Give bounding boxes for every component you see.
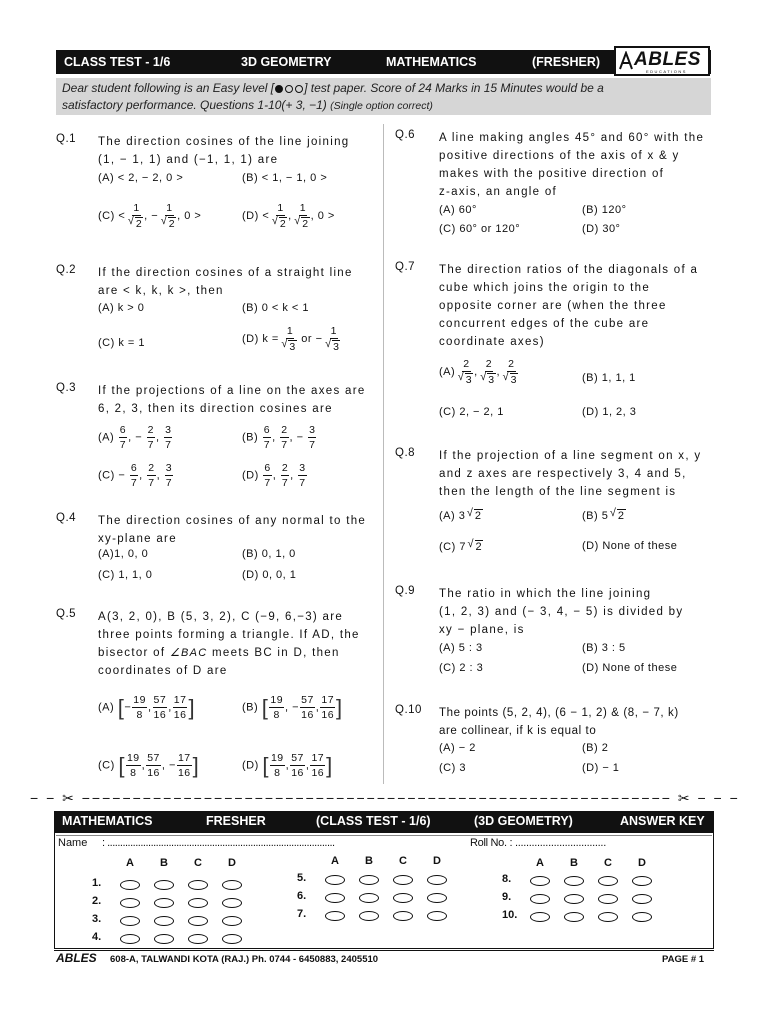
answer-column-c: C [194, 857, 202, 869]
q8-option-c: (C) 7 √ 2 [439, 540, 483, 553]
answer-bubble[interactable] [564, 894, 584, 904]
footer-rule [54, 950, 714, 951]
answer-bubble[interactable] [188, 898, 208, 908]
answer-bubble[interactable] [359, 875, 379, 885]
q6-option-c: (C) 60° or 120° [439, 223, 521, 235]
empty-circle-icon [295, 85, 303, 93]
answer-bubble[interactable] [427, 875, 447, 885]
level-label: (FRESHER) [532, 55, 601, 69]
q9-option-d: (D) None of these [582, 662, 678, 674]
answer-column-d: D [433, 855, 441, 867]
empty-circle-icon [285, 85, 293, 93]
q7-option-b: (B) 1, 1, 1 [582, 372, 636, 384]
answer-bubble[interactable] [632, 876, 652, 886]
answer-column-a: A [331, 855, 339, 867]
q5-option-b: (B) [ $\frac{19}{8}$ , − $\frac{57}{16}$ , $\frac{17}{16}$ ] [242, 694, 343, 721]
filled-circle-icon [275, 85, 283, 93]
answer-bubble[interactable] [325, 893, 345, 903]
answer-key-header: MATHEMATICS FRESHER (CLASS TEST - 1/6) (3D GEOMETRY) ANSWER KEY [54, 811, 714, 833]
q10-option-b: (B) 2 [582, 742, 609, 754]
cut-line-scissors-icon: − − ✂ −−−−−−−−−−−−−−−−−−−−−−−−−−−−−−−−−−−−−−−−−−−−−−−−−−−−−−−−−− ✂ − − − [30, 790, 740, 806]
answer-bubble[interactable] [393, 911, 413, 921]
answer-bubble[interactable] [359, 893, 379, 903]
name-field[interactable]: : ......................................................................................... [102, 837, 335, 849]
q6-option-b: (B) 120° [582, 204, 627, 216]
class-test-label: CLASS TEST - 1/6 [64, 55, 171, 69]
answer-bubble[interactable] [120, 898, 140, 908]
answer-row-number: 4. [92, 931, 102, 943]
q6-option-a: (A) 60° [439, 204, 477, 216]
q1-option-d: (D) < 1 √ 2 , 1 √ 2 , 0 > [242, 202, 335, 230]
answer-bubble[interactable] [359, 911, 379, 921]
q2-option-c: (C) k = 1 [98, 337, 145, 349]
roll-no-field[interactable]: Roll No. : ................................. [470, 837, 606, 849]
answer-bubble[interactable] [598, 876, 618, 886]
answer-bubble[interactable] [325, 911, 345, 921]
answer-column-b: B [160, 857, 168, 869]
q6-text: A line making angles 45° and 60° with the positive directions of the axis of x & y makes with the positive direction of z-axis, an angle of [439, 132, 705, 198]
q4-text: The direction cosines of any normal to the xy-plane are [98, 515, 367, 545]
answer-bubble[interactable] [154, 898, 174, 908]
answer-bubble[interactable] [530, 912, 550, 922]
answer-row-number: 3. [92, 913, 102, 925]
answer-column-a: A [536, 857, 544, 869]
answer-bubble[interactable] [154, 934, 174, 944]
q8-option-b: (B) 5 √ 2 [582, 509, 626, 522]
answer-column-b: B [570, 857, 578, 869]
q5-option-c: (C) [ $\frac{19}{8}$ , $\frac{57}{16}$ , − $\frac{17}{16}$ ] [98, 752, 200, 779]
answer-row-number: 7. [297, 908, 307, 920]
answer-column-c: C [604, 857, 612, 869]
answer-bubble[interactable] [530, 876, 550, 886]
footer-address: 608-A, TALWANDI KOTA (RAJ.) Ph. 0744 - 6450883, 2405510 [110, 954, 379, 965]
q4-option-a: (A)1, 0, 0 [98, 548, 149, 560]
q10-option-d: (D) − 1 [582, 762, 620, 774]
answer-column-b: B [365, 855, 373, 867]
answer-key-divider [56, 835, 712, 836]
answer-column-d: D [228, 857, 236, 869]
answer-row-number: 1. [92, 877, 102, 889]
answer-bubble[interactable] [188, 880, 208, 890]
q2-option-a: (A) k > 0 [98, 302, 145, 314]
answer-bubble[interactable] [222, 934, 242, 944]
q10-text: The points (5, 2, 4), (6 − 1, 2) & (8, − 7, k) are collinear, if k is equal to [439, 707, 679, 737]
answer-bubble[interactable] [393, 875, 413, 885]
page-number: PAGE # 1 [662, 954, 705, 965]
answer-column-d: D [638, 857, 646, 869]
answer-row-number: 2. [92, 895, 102, 907]
q3-option-d: (D) $\frac{6}{7}$ , $\frac{2}{7}$ , $\frac{3}{7}$ [242, 462, 306, 489]
answer-bubble[interactable] [154, 916, 174, 926]
q7-option-a: (A) 2 √ 3 , 2 √ 3 , 2 √ 3 [439, 358, 519, 386]
q9-option-c: (C) 2 : 3 [439, 662, 484, 674]
q2-option-b: (B) 0 < k < 1 [242, 302, 310, 314]
q2-text: If the direction cosines of a straight line are < k, k, k >, then [98, 267, 353, 297]
answer-bubble[interactable] [598, 912, 618, 922]
answer-column-c: C [399, 855, 407, 867]
name-label: Name [58, 837, 88, 849]
q8-option-d: (D) None of these [582, 540, 678, 552]
q4-option-d: (D) 0, 0, 1 [242, 569, 297, 581]
intro-line-1: Dear student following is an Easy level [ ] test paper. Score of 24 Marks in 15 Minutes would be a [62, 81, 604, 95]
footer-logo: ABLES [56, 951, 97, 965]
answer-row-number: 5. [297, 872, 307, 884]
q5-option-d: (D) [ $\frac{19}{8}$ , $\frac{57}{16}$ , $\frac{17}{16}$ ] [242, 752, 333, 779]
answer-bubble[interactable] [427, 911, 447, 921]
answer-bubble[interactable] [222, 880, 242, 890]
intro-box [56, 78, 711, 115]
header-bar [56, 50, 711, 74]
answer-bubble[interactable] [222, 898, 242, 908]
q2-option-d: (D) k = 1 √ 3 or − 1 √ 3 [242, 325, 341, 353]
q7-option-c: (C) 2, − 2, 1 [439, 406, 504, 418]
q5-option-a: (A) [− $\frac{19}{8}$ , $\frac{57}{16}$ , $\frac{17}{16}$ ] [98, 694, 196, 721]
answer-bubble[interactable] [188, 916, 208, 926]
answer-bubble[interactable] [325, 875, 345, 885]
answer-column-a: A [126, 857, 134, 869]
q5-text: A(3, 2, 0), B (5, 3, 2), C (−9, 6,−3) are three points forming a triangle. If AD, the bisector of ∠BAC meets BC in D, then coordinates of D are [98, 611, 360, 677]
answer-bubble[interactable] [427, 893, 447, 903]
logo-sub: EDUCATIONS [646, 69, 687, 74]
answer-bubble[interactable] [632, 912, 652, 922]
q3-text: If the projections of a line on the axes are 6, 2, 3, then its direction cosines are [98, 385, 366, 415]
answer-bubble[interactable] [120, 880, 140, 890]
q4-option-b: (B) 0, 1, 0 [242, 548, 296, 560]
q7-text: The direction ratios of the diagonals of a cube which joins the origin to the opposite corner are (when the three concurrent edges of the cube are coordinate axes) [439, 264, 699, 348]
q9-option-a: (A) 5 : 3 [439, 642, 483, 654]
q6-option-d: (D) 30° [582, 223, 621, 235]
answer-bubble[interactable] [188, 934, 208, 944]
ables-logo [614, 46, 710, 76]
answer-bubble[interactable] [530, 894, 550, 904]
intro-line-2: satisfactory performance. Questions 1-10(+ 3, −1) (Single option correct) [62, 98, 433, 112]
q1-text: The direction cosines of the line joining (1, − 1, 1) and (−1, 1, 1) are [98, 136, 350, 166]
q3-option-b: (B) $\frac{6}{7}$ , $\frac{2}{7}$ , − $\frac{3}{7}$ [242, 424, 316, 451]
q9-text: The ratio in which the line joining (1, 2, 3) and (− 3, 4, − 5) is divided by xy − plane, is [439, 588, 684, 636]
subject-label: MATHEMATICS [386, 55, 477, 69]
q10-option-a: (A) − 2 [439, 742, 476, 754]
q4-option-c: (C) 1, 1, 0 [98, 569, 153, 581]
column-divider [383, 124, 384, 784]
answer-bubble[interactable] [393, 893, 413, 903]
answer-row-number: 6. [297, 890, 307, 902]
answer-row-number: 8. [502, 873, 512, 885]
q1-option-a: (A) < 2, − 2, 0 > [98, 172, 184, 184]
q8-text: If the projection of a line segment on x, y and z axes are respectively 3, 4 and 5, then the length of the line segment is [439, 450, 702, 498]
q10-option-c: (C) 3 [439, 762, 466, 774]
q1-option-c: (C) < 1 √ 2 , − 1 √ 2 , 0 > [98, 202, 201, 230]
answer-bubble[interactable] [120, 916, 140, 926]
answer-bubble[interactable] [120, 934, 140, 944]
q7-option-d: (D) 1, 2, 3 [582, 406, 637, 418]
answer-bubble[interactable] [222, 916, 242, 926]
logo-swoosh-icon [619, 51, 633, 71]
answer-bubble[interactable] [632, 894, 652, 904]
answer-bubble[interactable] [564, 912, 584, 922]
answer-bubble[interactable] [564, 876, 584, 886]
q3-option-c: (C) − $\frac{6}{7}$ , $\frac{2}{7}$ , $\frac{3}{7}$ [98, 462, 173, 489]
q3-option-a: (A) $\frac{6}{7}$ , − $\frac{2}{7}$ , $\frac{3}{7}$ [98, 424, 172, 451]
topic-label: 3D GEOMETRY [241, 55, 332, 69]
logo-text: ABLES [634, 49, 701, 70]
answer-row-number: 10. [502, 909, 518, 921]
answer-row-number: 9. [502, 891, 512, 903]
q9-option-b: (B) 3 : 5 [582, 642, 626, 654]
answer-bubble[interactable] [154, 880, 174, 890]
q1-option-b: (B) < 1, − 1, 0 > [242, 172, 328, 184]
q8-option-a: (A) 3 √ 2 [439, 509, 483, 522]
answer-bubble[interactable] [598, 894, 618, 904]
